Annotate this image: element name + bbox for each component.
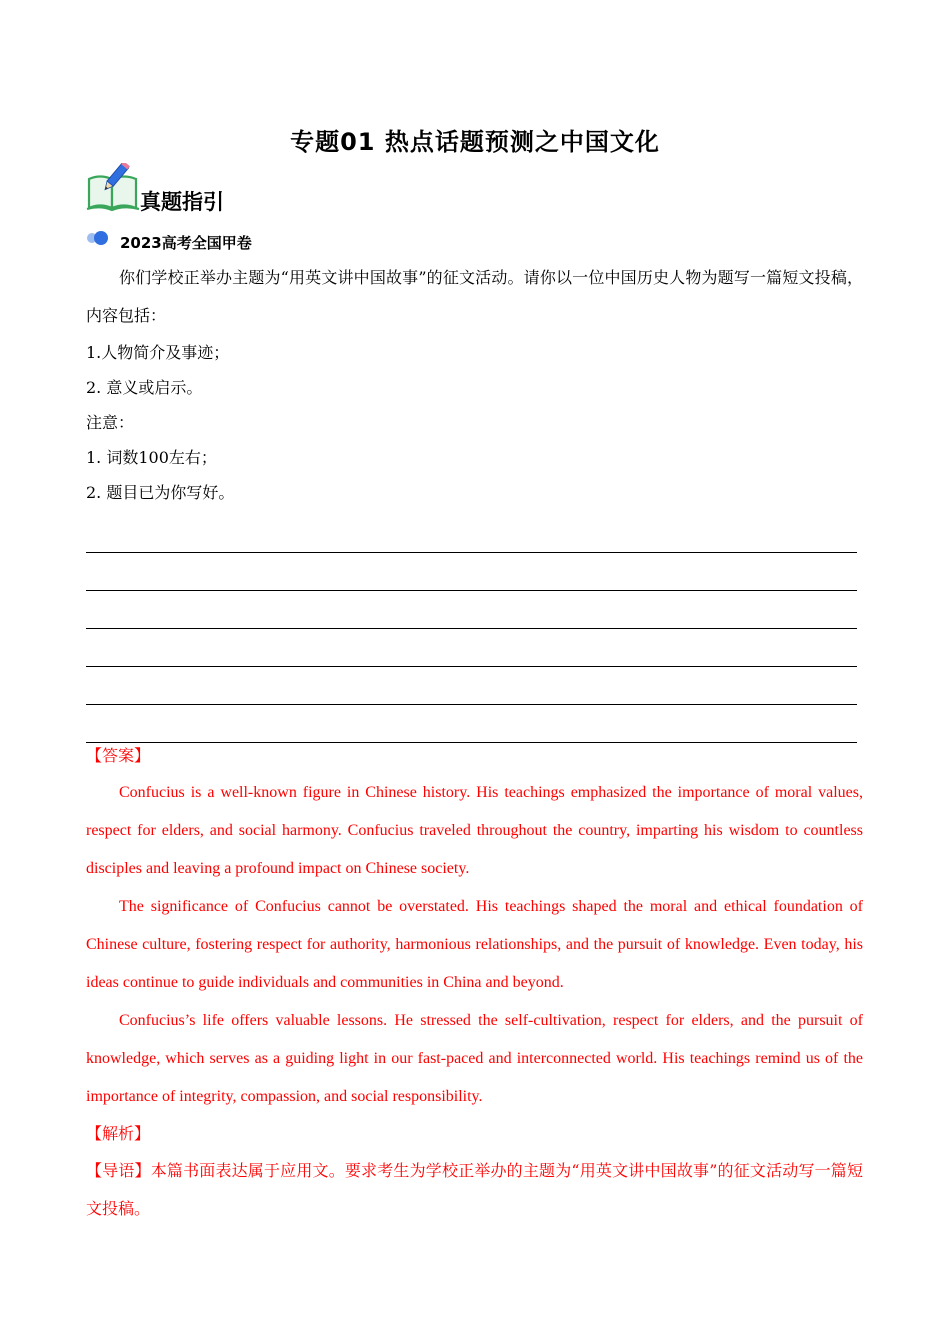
- prompt-intro: 你们学校正举办主题为“用英文讲中国故事”的征文活动。请你以一位中国历史人物为题写一篇短文投稿，内容包括：: [86, 268, 863, 325]
- analysis-guide: 【导语】本篇书面表达属于应用文。要求考生为学校正举办的主题为“用英文讲中国故事”的征文活动写一篇短文投稿。: [86, 1161, 863, 1218]
- answer-paragraph-2: The significance of Confucius cannot be overstated. His teachings shaped the moral and ethical foundation of Chinese culture, fostering respect for authority, harmonious relationships, and the pursuit of knowledge. Even today, his ideas continue to guide individuals and communities in China and beyond.: [86, 898, 863, 991]
- analysis-label: 【解析】: [86, 1124, 151, 1143]
- writing-line: [86, 553, 857, 591]
- answer-paragraph-3: Confucius’s life offers valuable lessons. He stressed the self-cultivation, respect for elders, and the pursuit of knowledge, which serves as a guiding light in our fast-paced and interconnected world. His teachings remind us of the importance of integrity, compassion, and social responsibility.: [86, 1012, 863, 1105]
- writing-line: [86, 667, 857, 705]
- answer-block: [86, 738, 863, 1228]
- prompt-block: [86, 259, 863, 510]
- answer-paragraph-1: Confucius is a well-known figure in Chinese history. His teachings emphasized the importance of moral values, respect for elders, and social harmony. Confucius traveled throughout the country, imparting his wisdom to countless disciples and leaving a profound impact on Chinese society.: [86, 784, 863, 877]
- exam-label: 2023高考全国甲卷: [120, 234, 252, 252]
- note-item-1: 1. 词数100左右；: [86, 448, 217, 467]
- answer-label: 【答案】: [86, 746, 151, 765]
- document-title: 专题01 热点话题预测之中国文化: [290, 128, 660, 156]
- note-item-2: 2. 题目已为你写好。: [86, 483, 235, 502]
- notes-label: 注意：: [86, 413, 135, 432]
- blue-dots-icon: [86, 230, 110, 246]
- open-book-pencil-icon: [86, 163, 140, 213]
- writing-line: [86, 591, 857, 629]
- prompt-item-2: 2. 意义或启示。: [86, 378, 203, 397]
- prompt-item-1: 1.人物简介及事迹；: [86, 343, 230, 362]
- section-title: 真题指引: [140, 190, 224, 214]
- writing-line: [86, 515, 857, 553]
- writing-lines: [86, 515, 857, 743]
- writing-line: [86, 629, 857, 667]
